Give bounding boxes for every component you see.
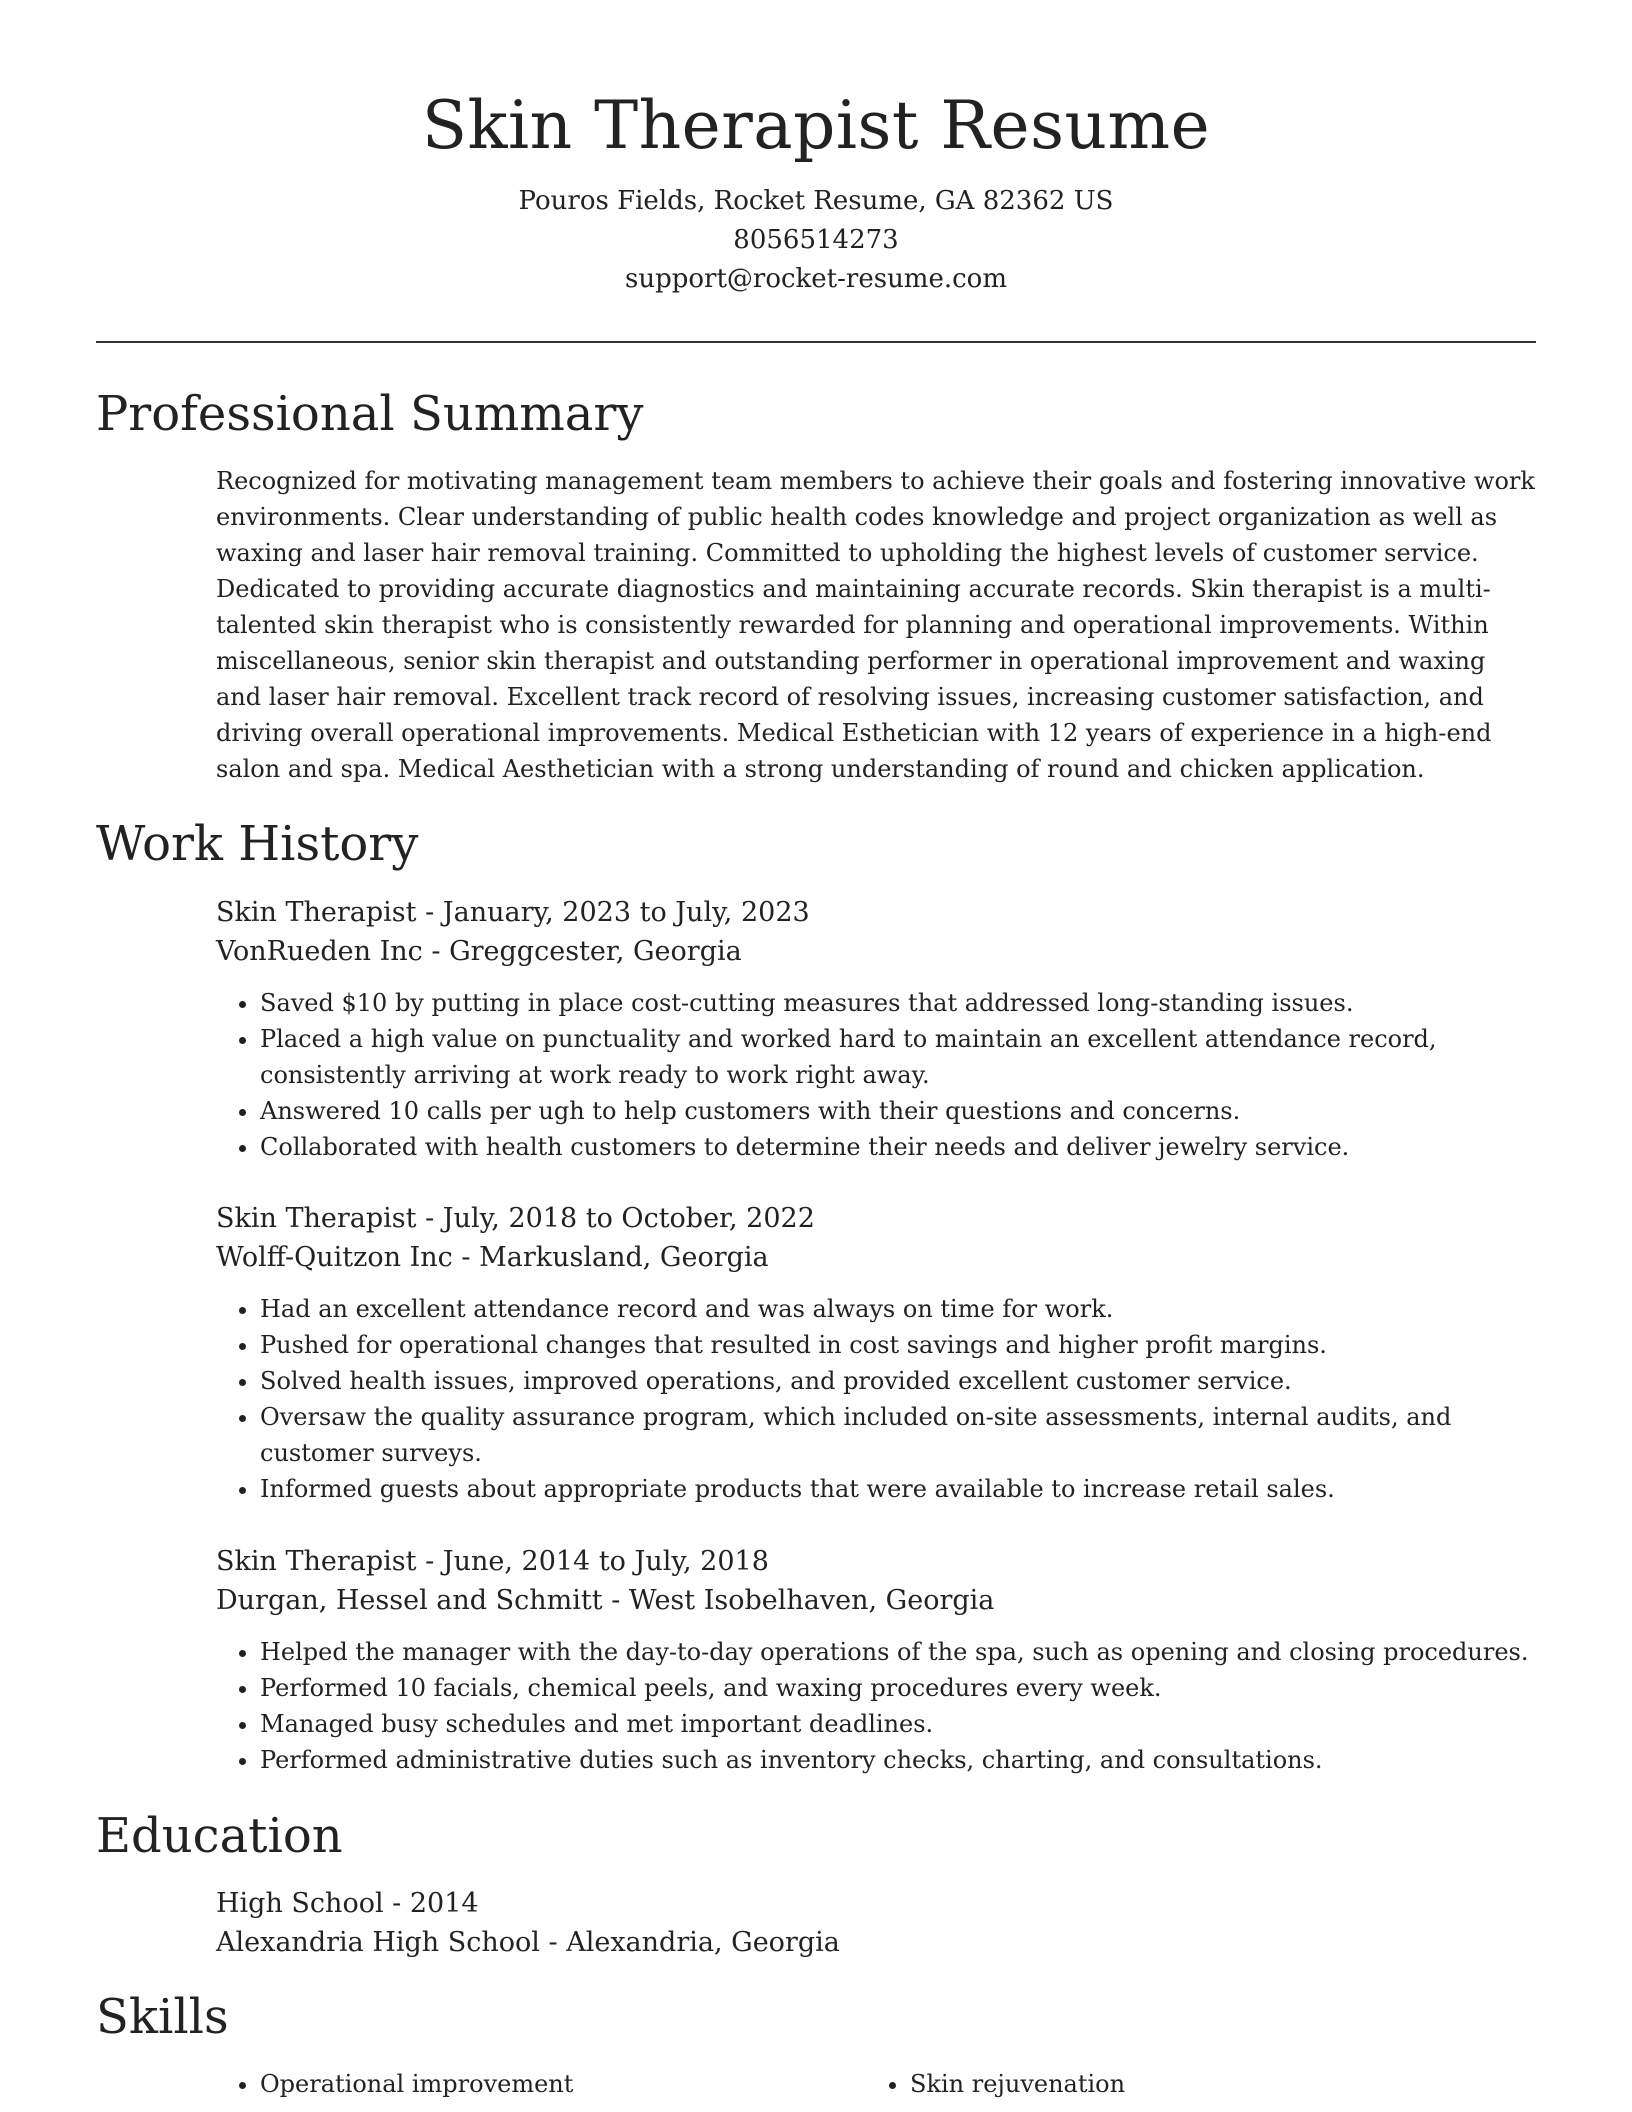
list-item: • Oversaw the quality assurance program, which included on-site assessments, internal audits, and customer surveys. <box>260 1399 1536 1471</box>
job-title-line <box>216 1542 1536 1581</box>
education-degree: High School <box>216 1888 384 1919</box>
work-history-heading: Work History <box>96 816 419 872</box>
list-item: • Solved health issues, improved operations, and provided excellent customer service. <box>260 1363 1536 1399</box>
job-location: - Markusland, Georgia <box>452 1242 769 1273</box>
job-dates: - July, 2018 to October, 2022 <box>416 1203 815 1234</box>
job-entry <box>216 1199 1536 1507</box>
contact-phone: 8056514273 <box>733 225 899 255</box>
skills-column-right <box>866 2066 1516 2102</box>
job-company: Durgan, Hessel and Schmitt <box>216 1585 603 1616</box>
job-dates: - January, 2023 to July, 2023 <box>416 897 810 928</box>
education-heading: Education <box>96 1808 343 1864</box>
job-bullets <box>216 1634 1536 1778</box>
job-role: Skin Therapist <box>216 1203 417 1234</box>
education-year: - 2014 <box>383 1888 479 1919</box>
job-entry <box>216 1542 1536 1778</box>
list-item: • Collaborated with health customers to determine their needs and deliver jewelry service. <box>260 1129 1536 1165</box>
list-item: • Placed a high value on punctuality and worked hard to maintain an excellent attendance record, consistently arriving at work ready to work right away. <box>260 1021 1536 1093</box>
summary-heading: Professional Summary <box>96 386 644 442</box>
job-entry <box>216 893 1536 1165</box>
contact-email: support@rocket-resume.com <box>624 264 1007 294</box>
skills-heading: Skills <box>96 1989 229 2045</box>
list-item: • Answered 10 calls per ugh to help customers with their questions and concerns. <box>260 1093 1536 1129</box>
job-title-line <box>216 1199 1536 1238</box>
job-employer-line <box>216 1581 1536 1620</box>
job-role: Skin Therapist <box>216 1546 417 1577</box>
list-item: • Informed guests about appropriate products that were available to increase retail sales. <box>260 1471 1536 1507</box>
job-company: VonRueden Inc <box>216 936 423 967</box>
summary-block <box>216 463 1536 787</box>
skills-list <box>216 2066 1536 2102</box>
education-degree-line <box>216 1884 1536 1923</box>
list-item: • Performed 10 facials, chemical peels, and waxing procedures every week. <box>260 1670 1536 1706</box>
list-item: • Pushed for operational changes that resulted in cost savings and higher profit margins. <box>260 1327 1536 1363</box>
contact-address: Pouros Fields, Rocket Resume, GA 82362 US <box>518 186 1114 216</box>
job-employer-line <box>216 932 1536 971</box>
job-bullets <box>216 985 1536 1165</box>
job-company: Wolff-Quitzon Inc <box>216 1242 453 1273</box>
education-location: - Alexandria, Georgia <box>539 1927 840 1958</box>
skills-column-left <box>216 2066 866 2102</box>
list-item: • Saved $10 by putting in place cost-cutting measures that addressed long-standing issues. <box>260 985 1536 1021</box>
education-entry <box>216 1884 1536 1962</box>
skill-item: • Operational improvement <box>260 2066 866 2102</box>
education-school-line <box>216 1923 1536 1962</box>
list-item: • Managed busy schedules and met important deadlines. <box>260 1706 1536 1742</box>
job-employer-line <box>216 1238 1536 1277</box>
resume-title: Skin Therapist Resume <box>421 87 1211 164</box>
job-location: - West Isobelhaven, Georgia <box>602 1585 995 1616</box>
header-divider <box>96 341 1536 343</box>
job-dates: - June, 2014 to July, 2018 <box>416 1546 769 1577</box>
resume-header <box>96 84 1536 299</box>
skill-item: • Skin rejuvenation <box>910 2066 1516 2102</box>
job-location: - Greggcester, Georgia <box>422 936 742 967</box>
education-school: Alexandria High School <box>216 1927 540 1958</box>
list-item: • Had an excellent attendance record and was always on time for work. <box>260 1291 1536 1327</box>
job-role: Skin Therapist <box>216 897 417 928</box>
contact-block <box>96 182 1536 299</box>
summary-text: Recognized for motivating management team members to achieve their goals and fostering innovative work environments. Clear understanding of public health codes knowledge and project organization as well as waxing and laser hair removal training. Committed to upholding the highest levels of customer service. Dedicated to providing accurate diagnostics and maintaining accurate records. Skin therapist is a multi-talented skin therapist who is consistently rewarded for planning and operational improvements. Within miscellaneous, senior skin therapist and outstanding performer in operational improvement and waxing and laser hair removal. Excellent track record of resolving issues, increasing customer satisfaction, and driving overall operational improvements. Medical Esthetician with 12 years of experience in a high-end salon and spa. Medical Aesthetician with a strong understanding of round and chicken application. <box>216 467 1535 783</box>
job-bullets <box>216 1291 1536 1507</box>
list-item: • Performed administrative duties such as inventory checks, charting, and consultations. <box>260 1742 1536 1778</box>
job-title-line <box>216 893 1536 932</box>
list-item: • Helped the manager with the day-to-day operations of the spa, such as opening and closing procedures. <box>260 1634 1536 1670</box>
skills-grid <box>216 2066 1536 2102</box>
